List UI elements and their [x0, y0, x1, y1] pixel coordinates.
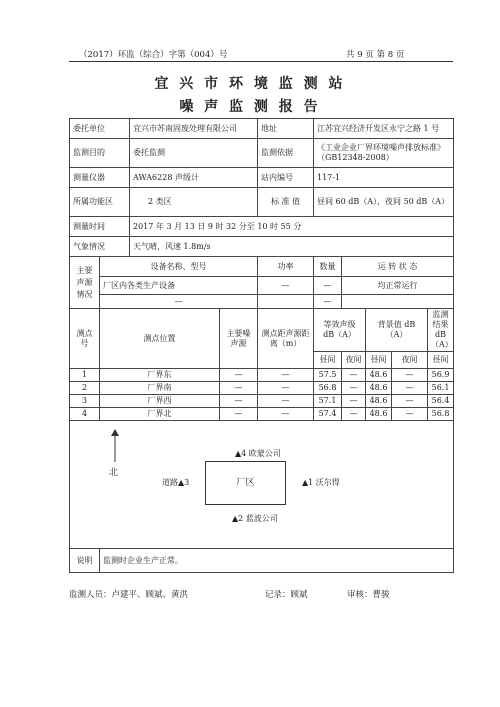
- sources-col-status: 运 转 状 态: [342, 257, 454, 277]
- reviewer: 审核：曹骏: [347, 590, 390, 600]
- time-row: [70, 217, 454, 237]
- note-row: [70, 549, 454, 573]
- point-no: 1: [70, 369, 100, 382]
- station-no-label: 站内编号: [258, 168, 314, 188]
- point-no: 2: [70, 382, 100, 395]
- eq-day: 57.5: [314, 369, 342, 382]
- col-point-no: 测点号: [70, 309, 100, 369]
- eq-day: 56.8: [314, 382, 342, 395]
- factory-area: [205, 461, 286, 505]
- point-position: 厂界南: [100, 382, 220, 395]
- col-background: 背景值 dB（A）: [366, 309, 428, 352]
- source-status-empty: [342, 295, 454, 309]
- eq-night-header: 夜间: [342, 352, 366, 369]
- recorder: 记录：顾斌: [265, 590, 308, 600]
- point-position: 厂界东: [100, 369, 220, 382]
- bg-night: —: [392, 369, 428, 382]
- point-no: 4: [70, 408, 100, 421]
- point-source: —: [220, 395, 258, 408]
- source-power: —: [258, 277, 314, 295]
- point-distance: —: [258, 382, 314, 395]
- note-text: 监测时企业生产正常。: [100, 549, 454, 573]
- source-qty: —: [314, 277, 342, 295]
- source-power-empty: [258, 295, 314, 309]
- bg-night-header: 夜间: [392, 352, 428, 369]
- measure-row: [70, 408, 454, 421]
- point-1-label: ▲1 沃尔得: [302, 478, 340, 487]
- col-main-source: 主要噪声源: [220, 309, 258, 369]
- org-title: 宜 兴 市 环 境 监 测 站: [154, 76, 346, 92]
- point-distance: —: [258, 369, 314, 382]
- zone-row: [70, 188, 454, 217]
- res-day: 56.1: [428, 382, 454, 395]
- diagram-cell: [70, 421, 454, 549]
- bg-night: —: [392, 408, 428, 421]
- eq-night: —: [342, 382, 366, 395]
- bg-day: 48.6: [366, 382, 392, 395]
- purpose-label: 监测目的: [70, 139, 130, 168]
- measure-row: [70, 382, 454, 395]
- eq-day: 57.4: [314, 408, 342, 421]
- col-equivalent-level: 等效声级 dB（A）: [314, 309, 366, 352]
- bg-day: 48.6: [366, 369, 392, 382]
- eq-night: —: [342, 408, 366, 421]
- res-day: 56.9: [428, 369, 454, 382]
- source-device: 厂区内各类生产设备: [100, 277, 258, 295]
- address-label: 地址: [258, 119, 314, 139]
- point-2-label: ▲2 蓝波公司: [232, 514, 278, 523]
- bg-night: —: [392, 395, 428, 408]
- sources-col-power: 功率: [258, 257, 314, 277]
- res-day: 56.4: [428, 395, 454, 408]
- weather-value: 天气晴，风速 1.8m/s: [130, 237, 454, 257]
- monitors: 监测人员：卢建平、顾斌、黄洪: [69, 590, 189, 600]
- client-label: 委托单位: [70, 119, 130, 139]
- eq-day: 57.1: [314, 395, 342, 408]
- weather-label: 气象情况: [70, 237, 130, 257]
- col-point-pos: 测点位置: [100, 309, 220, 369]
- time-value: 2017 年 3 月 13 日 9 时 32 分至 10 时 55 分: [130, 217, 454, 237]
- report-table: [69, 118, 454, 573]
- source-status: 均正常运行: [342, 277, 454, 295]
- measure-row: [70, 369, 454, 382]
- standard-label: 标 准 值: [258, 188, 314, 217]
- sources-label: 主要声源情况: [70, 257, 100, 309]
- point-no: 3: [70, 395, 100, 408]
- res-day-header: 昼间: [428, 352, 454, 369]
- north-label: 北: [109, 468, 119, 478]
- header-rule: [69, 61, 453, 62]
- bg-day-header: 昼间: [366, 352, 392, 369]
- note-label: 说明: [70, 549, 100, 573]
- basis-label: 监测依据: [258, 139, 314, 168]
- north-arrow-icon: [109, 428, 121, 464]
- point-distance: —: [258, 408, 314, 421]
- measure-header-row: [70, 309, 454, 352]
- diagram-row: [70, 421, 454, 549]
- sources-header-row: [70, 257, 454, 277]
- instrument-row: [70, 168, 454, 188]
- time-label: 测量时间: [70, 217, 130, 237]
- point-4-label: ▲4 欧蒙公司: [235, 449, 281, 458]
- document-number: （2017）环监（综合）字第（004）号: [79, 50, 228, 60]
- col-distance: 测点距声源距离（m）: [258, 309, 314, 369]
- bg-night: —: [392, 382, 428, 395]
- zone-value: 2 类区: [130, 188, 258, 217]
- eq-night: —: [342, 369, 366, 382]
- client-row: [70, 119, 454, 139]
- point-source: —: [220, 382, 258, 395]
- basis-value: 《工业企业厂界环境噪声排放标准》（GB12348-2008）: [314, 139, 454, 168]
- col-result: 监测结果 dB（A）: [428, 309, 454, 352]
- point-position: 厂界北: [100, 408, 220, 421]
- weather-row: [70, 237, 454, 257]
- sources-row: [70, 277, 454, 295]
- instrument-label: 测量仪器: [70, 168, 130, 188]
- station-no-value: 117-1: [314, 168, 454, 188]
- standard-value: 昼间 60 dB（A），夜间 50 dB（A）: [314, 188, 454, 217]
- instrument-value: AWA6228 声级计: [130, 168, 258, 188]
- client-value: 宜兴市苏南固废处理有限公司: [130, 119, 258, 139]
- source-qty-empty: —: [314, 295, 342, 309]
- page-info: 共 9 页 第 8 页: [346, 50, 405, 60]
- point-3-label: 道路▲3: [162, 478, 190, 487]
- sources-empty-row: [70, 295, 454, 309]
- factory-area-label: 厂区: [236, 478, 255, 488]
- zone-label: 所属功能区: [70, 188, 130, 217]
- measure-row: [70, 395, 454, 408]
- address-value: 江苏宜兴经济开发区永宁之路 1 号: [314, 119, 454, 139]
- bg-day: 48.6: [366, 395, 392, 408]
- report-title: 噪 声 监 测 报 告: [179, 99, 321, 115]
- bg-day: 48.6: [366, 408, 392, 421]
- point-source: —: [220, 408, 258, 421]
- res-day: 56.8: [428, 408, 454, 421]
- point-distance: —: [258, 395, 314, 408]
- point-position: 厂界西: [100, 395, 220, 408]
- source-device-empty: —: [100, 295, 258, 309]
- purpose-row: [70, 139, 454, 168]
- sources-col-qty: 数量: [314, 257, 342, 277]
- eq-day-header: 昼间: [314, 352, 342, 369]
- sources-col-device: 设备名称、型号: [100, 257, 258, 277]
- point-source: —: [220, 369, 258, 382]
- eq-night: —: [342, 395, 366, 408]
- purpose-value: 委托监测: [130, 139, 258, 168]
- site-diagram: [70, 422, 453, 547]
